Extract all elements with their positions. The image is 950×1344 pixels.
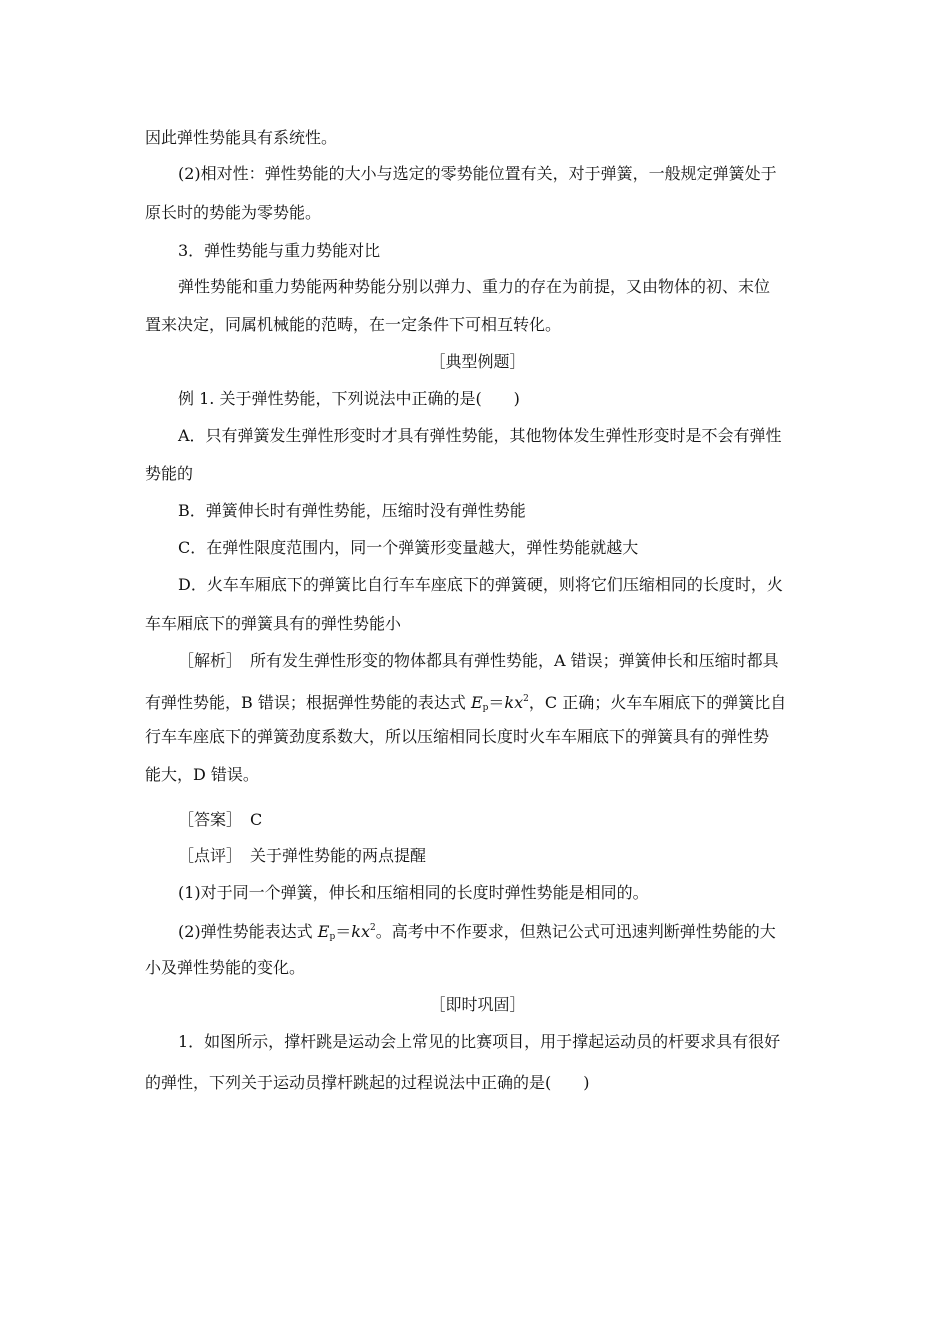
formula-symbol-e: E bbox=[317, 922, 330, 941]
formula-text-before: 有弹性势能，B 错误；根据弹性势能的表达式 bbox=[145, 693, 471, 712]
formula-text-after: 。高考中不作要求，但熟记公式可迅速判断弹性势能的大 bbox=[375, 922, 776, 941]
option-b: B．弹簧伸长时有弹性势能，压缩时没有弹性势能 bbox=[178, 501, 526, 520]
formula-symbol-x: x bbox=[514, 693, 524, 712]
exercise-1-continued: 的弹性，下列关于运动员撑杆跳起的过程说法中正确的是( ) bbox=[145, 1073, 590, 1092]
text-line: 置来决定，同属机械能的范畴，在一定条件下可相互转化。 bbox=[145, 315, 562, 334]
option-a-continued: 势能的 bbox=[145, 464, 194, 483]
text-line: 弹性势能和重力势能两种势能分别以弹力、重力的存在为前提，又由物体的初、末位 bbox=[178, 277, 771, 296]
comment-point-2 bbox=[178, 918, 810, 947]
analysis-line: ［解析］ 所有发生弹性形变的物体都具有弹性势能，A 错误；弹簧伸长和压缩时都具 bbox=[178, 651, 779, 670]
formula-text-before: (2)弹性势能表达式 bbox=[178, 922, 318, 941]
formula-subscript: p bbox=[329, 932, 336, 942]
option-d-continued: 车车厢底下的弹簧具有的弹性势能小 bbox=[145, 614, 402, 633]
comment-point-1: (1)对于同一个弹簧，伸长和压缩相同的长度时弹性势能是相同的。 bbox=[178, 883, 649, 902]
analysis-formula-line bbox=[145, 689, 810, 718]
section-title-typical-examples: ［典型例题］ bbox=[429, 352, 526, 371]
formula-subscript: p bbox=[482, 703, 489, 713]
formula-symbol-x: x bbox=[360, 922, 370, 941]
formula-symbol-k: k bbox=[351, 922, 361, 941]
text-line: 原长时的势能为零势能。 bbox=[145, 203, 322, 222]
answer-line: ［答案］ C bbox=[178, 810, 263, 829]
example-question: 例 1. 关于弹性势能，下列说法中正确的是( ) bbox=[178, 389, 520, 408]
comment-heading: ［点评］ 关于弹性势能的两点提醒 bbox=[178, 846, 427, 865]
text-line: 能大，D 错误。 bbox=[145, 765, 259, 784]
exercise-1: 1．如图所示，撑杆跳是运动会上常见的比赛项目，用于撑起运动员的杆要求具有很好 bbox=[178, 1032, 781, 1051]
text-line: 因此弹性势能具有系统性。 bbox=[145, 128, 338, 147]
section-title-consolidation: ［即时巩固］ bbox=[429, 995, 526, 1014]
option-c: C．在弹性限度范围内，同一个弹簧形变量越大，弹性势能就越大 bbox=[178, 538, 639, 557]
comment-point-2-continued: 小及弹性势能的变化。 bbox=[145, 958, 306, 977]
formula-equals: ＝ bbox=[335, 922, 352, 941]
text-line: (2)相对性：弹性势能的大小与选定的零势能位置有关，对于弹簧，一般规定弹簧处于 bbox=[178, 164, 777, 183]
formula-equals: ＝ bbox=[488, 693, 505, 712]
option-d: D．火车车厢底下的弹簧比自行车车座底下的弹簧硬，则将它们压缩相同的长度时，火 bbox=[178, 575, 783, 594]
formula-text-after: ，C 正确；火车车厢底下的弹簧比自 bbox=[528, 693, 787, 712]
formula-symbol-e: E bbox=[470, 693, 483, 712]
formula-symbol-k: k bbox=[504, 693, 515, 712]
text-line: 行车车座底下的弹簧劲度系数大，所以压缩相同长度时火车车厢底下的弹簧具有的弹性势 bbox=[145, 727, 770, 746]
formula-superscript: 2 bbox=[523, 694, 529, 704]
section-heading: 3．弹性势能与重力势能对比 bbox=[178, 241, 381, 260]
option-a: A．只有弹簧发生弹性形变时才具有弹性势能，其他物体发生弹性形变时是不会有弹性 bbox=[178, 426, 782, 445]
formula-superscript: 2 bbox=[369, 923, 376, 933]
